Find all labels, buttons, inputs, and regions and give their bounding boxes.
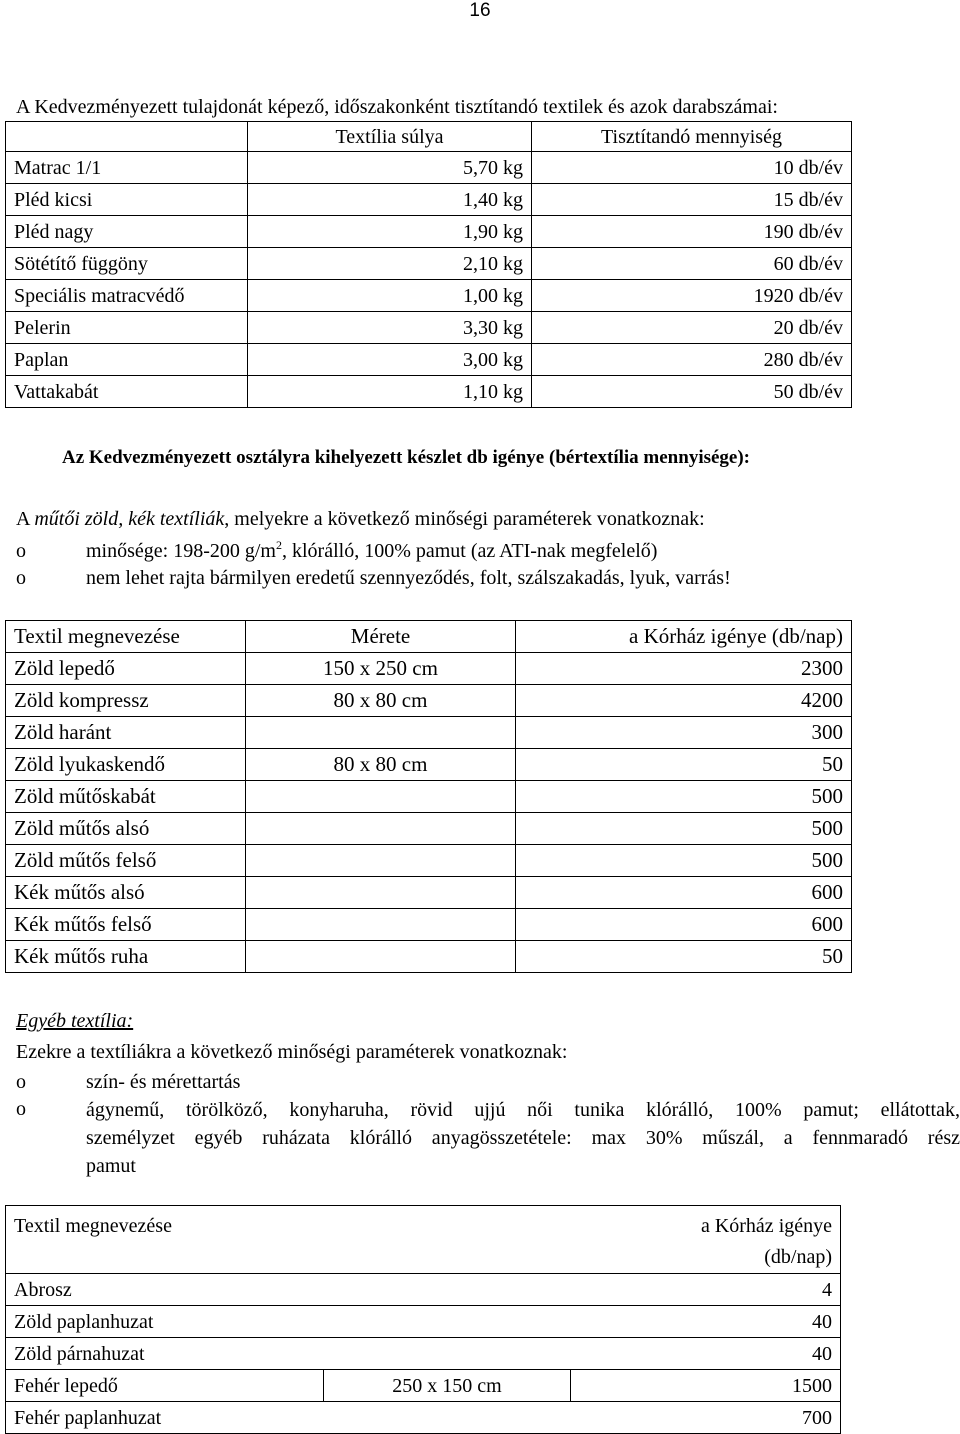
item-name-cell: Zöld paplanhuzat xyxy=(6,1306,324,1338)
bullet-line: ágynemű, törölköző, konyharuha, rövid ujjú női tunika klórálló, 100% pamut; ellátottak, xyxy=(86,1099,960,1121)
size-cell xyxy=(324,1338,571,1370)
paragraph-prefix: A xyxy=(16,508,35,530)
demand-cell: 1500 xyxy=(571,1370,841,1402)
header-cell: Textil megnevezése xyxy=(6,1206,324,1274)
bullet-marker: o xyxy=(16,1098,26,1120)
item-name-cell: Matrac 1/1 xyxy=(6,152,248,184)
table-row xyxy=(6,941,852,973)
table-row xyxy=(6,248,852,280)
item-name-cell: Zöld műtőskabát xyxy=(6,781,246,813)
section1-intro: A Kedvezményezett tulajdonát képező, időszakonként tisztítandó textilek és azok darabszámai: xyxy=(16,96,778,118)
header-cell xyxy=(571,1206,841,1274)
table-row xyxy=(6,280,852,312)
quality-bullet-1 xyxy=(86,540,657,563)
bullet-line: személyzet egyéb ruházata klórálló anyagösszetétele: max 30% műszál, a fennmaradó rész xyxy=(86,1127,960,1149)
table-row xyxy=(6,312,852,344)
header-line: (db/nap) xyxy=(764,1246,832,1268)
item-name-cell: Speciális matracvédő xyxy=(6,280,248,312)
item-name-cell: Kék műtős felső xyxy=(6,909,246,941)
demand-cell: 40 xyxy=(571,1338,841,1370)
size-cell xyxy=(246,813,516,845)
item-name-cell: Fehér lepedő xyxy=(6,1370,324,1402)
header-cell: Tisztítandó mennyiség xyxy=(532,122,852,152)
weight-cell: 1,00 kg xyxy=(248,280,532,312)
bullet-marker: o xyxy=(16,540,26,562)
table-row xyxy=(6,813,852,845)
item-name-cell: Pléd kicsi xyxy=(6,184,248,216)
demand-cell: 700 xyxy=(571,1402,841,1434)
paragraph-comma: , xyxy=(224,508,230,530)
header-cell: a Kórház igénye (db/nap) xyxy=(516,621,852,653)
bullet-text-after: , klórálló, 100% pamut (az ATI-nak megfelelő) xyxy=(281,540,658,562)
item-name-cell: Zöld párnahuzat xyxy=(6,1338,324,1370)
size-cell: 80 x 80 cm xyxy=(246,685,516,717)
demand-cell: 2300 xyxy=(516,653,852,685)
size-cell xyxy=(246,845,516,877)
section2-heading: Az Kedvezményezett osztályra kihelyezett készlet db igénye (bértextília mennyisége): xyxy=(62,447,751,468)
page-number: 16 xyxy=(469,0,491,21)
weight-cell: 2,10 kg xyxy=(248,248,532,280)
quantity-cell: 280 db/év xyxy=(532,344,852,376)
table-header-row xyxy=(6,122,852,152)
item-name-cell: Kék műtős ruha xyxy=(6,941,246,973)
section3-heading: Egyéb textília: xyxy=(16,1010,134,1032)
quantity-cell: 50 db/év xyxy=(532,376,852,408)
item-name-cell: Fehér paplanhuzat xyxy=(6,1402,324,1434)
item-name-cell: Paplan xyxy=(6,344,248,376)
size-cell xyxy=(246,877,516,909)
size-cell xyxy=(324,1274,571,1306)
size-cell: 80 x 80 cm xyxy=(246,749,516,781)
table-row xyxy=(6,717,852,749)
header-line: a Kórház igénye xyxy=(700,1215,832,1237)
quantity-cell: 15 db/év xyxy=(532,184,852,216)
item-name-cell: Zöld lyukaskendő xyxy=(6,749,246,781)
superscript-2: 2 xyxy=(275,538,282,552)
item-name-cell: Vattakabát xyxy=(6,376,248,408)
size-cell xyxy=(246,717,516,749)
size-cell xyxy=(246,909,516,941)
table-row xyxy=(6,685,852,717)
textile-type-emphasis: műtői zöld, kék textíliák xyxy=(34,508,225,530)
item-name-cell: Zöld haránt xyxy=(6,717,246,749)
quantity-cell: 10 db/év xyxy=(532,152,852,184)
bullet-marker: o xyxy=(16,567,26,589)
size-cell xyxy=(324,1306,571,1338)
item-name-cell: Zöld műtős alsó xyxy=(6,813,246,845)
quality-bullet-2 xyxy=(86,1096,960,1180)
table-header-row xyxy=(6,1206,841,1274)
bullet-marker: o xyxy=(16,1071,26,1093)
size-cell: 250 x 150 cm xyxy=(324,1370,571,1402)
surgical-textile-table xyxy=(5,620,852,973)
table-row xyxy=(6,749,852,781)
weight-cell: 3,30 kg xyxy=(248,312,532,344)
demand-cell: 500 xyxy=(516,813,852,845)
table-row xyxy=(6,152,852,184)
table-row xyxy=(6,653,852,685)
size-cell xyxy=(324,1402,571,1434)
table-row xyxy=(6,781,852,813)
item-name-cell: Zöld lepedő xyxy=(6,653,246,685)
table-row xyxy=(6,909,852,941)
table-header-row xyxy=(6,621,852,653)
demand-cell: 600 xyxy=(516,909,852,941)
demand-cell: 500 xyxy=(516,781,852,813)
table-row xyxy=(6,845,852,877)
header-cell: Textília súlya xyxy=(248,122,532,152)
quantity-cell: 1920 db/év xyxy=(532,280,852,312)
bullet-text-before: minősége: 198-200 g/m xyxy=(86,540,276,562)
quantity-cell: 60 db/év xyxy=(532,248,852,280)
weight-cell: 1,40 kg xyxy=(248,184,532,216)
other-textile-table xyxy=(5,1205,841,1434)
table-row xyxy=(6,1274,841,1306)
weight-cell: 3,00 kg xyxy=(248,344,532,376)
item-name-cell: Pléd nagy xyxy=(6,216,248,248)
table-row xyxy=(6,1306,841,1338)
demand-cell: 40 xyxy=(571,1306,841,1338)
item-name-cell: Zöld kompressz xyxy=(6,685,246,717)
header-cell xyxy=(324,1206,571,1274)
paragraph-suffix: melyekre a következő minőségi paraméterek vonatkoznak: xyxy=(229,508,705,530)
size-cell xyxy=(246,941,516,973)
section3-paragraph: Ezekre a textíliákra a következő minőségi paraméterek vonatkoznak: xyxy=(16,1041,568,1063)
quantity-cell: 190 db/év xyxy=(532,216,852,248)
table-row xyxy=(6,1370,841,1402)
quality-bullet-2: nem lehet rajta bármilyen eredetű szennyeződés, folt, szálszakadás, lyuk, varrás! xyxy=(86,567,731,589)
weight-cell: 1,90 kg xyxy=(248,216,532,248)
header-cell xyxy=(6,122,248,152)
table-row xyxy=(6,1338,841,1370)
table-row xyxy=(6,344,852,376)
item-name-cell: Sötétítő függöny xyxy=(6,248,248,280)
header-cell: Mérete xyxy=(246,621,516,653)
weight-cell: 1,10 kg xyxy=(248,376,532,408)
table-row xyxy=(6,184,852,216)
header-cell: Textil megnevezése xyxy=(6,621,246,653)
section2-paragraph xyxy=(16,508,705,531)
table-row xyxy=(6,1402,841,1434)
weight-cell: 5,70 kg xyxy=(248,152,532,184)
demand-cell: 4 xyxy=(571,1274,841,1306)
item-name-cell: Abrosz xyxy=(6,1274,324,1306)
table-row xyxy=(6,216,852,248)
demand-cell: 500 xyxy=(516,845,852,877)
size-cell xyxy=(246,781,516,813)
item-name-cell: Pelerin xyxy=(6,312,248,344)
textile-cleaning-table xyxy=(5,121,852,408)
quantity-cell: 20 db/év xyxy=(532,312,852,344)
table-row xyxy=(6,376,852,408)
size-cell: 150 x 250 cm xyxy=(246,653,516,685)
demand-cell: 50 xyxy=(516,941,852,973)
demand-cell: 50 xyxy=(516,749,852,781)
quality-bullet-1: szín- és mérettartás xyxy=(86,1071,241,1093)
demand-cell: 4200 xyxy=(516,685,852,717)
bullet-line: pamut xyxy=(86,1155,136,1177)
demand-cell: 600 xyxy=(516,877,852,909)
demand-cell: 300 xyxy=(516,717,852,749)
table-row xyxy=(6,877,852,909)
item-name-cell: Kék műtős alsó xyxy=(6,877,246,909)
item-name-cell: Zöld műtős felső xyxy=(6,845,246,877)
